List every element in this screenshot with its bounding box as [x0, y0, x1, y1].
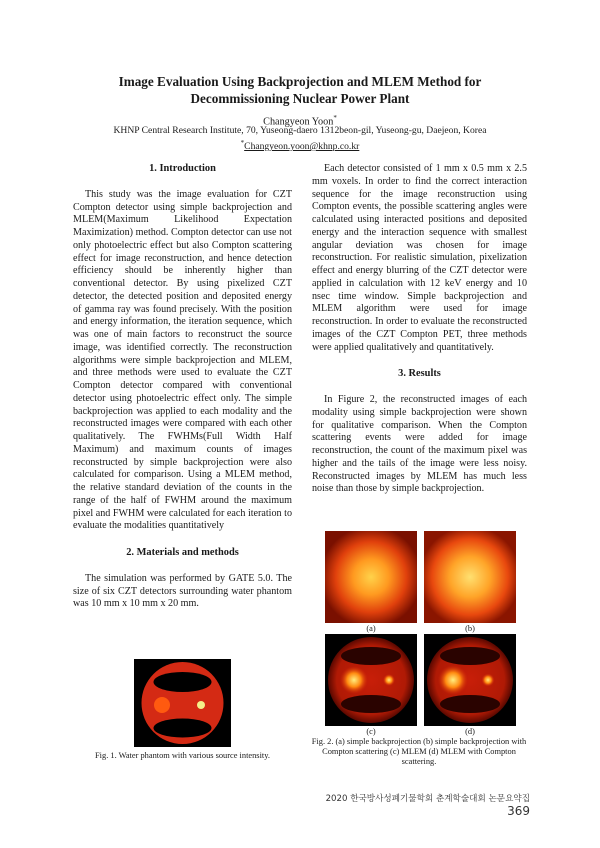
- email-link[interactable]: Changyeon.yoon@khnp.co.kr: [244, 141, 360, 153]
- right-column: [312, 163, 527, 496]
- affiliation: KHNP Central Research Institute, 70, Yuseong-daero 1312beon-gil, Yuseong-gu, Daejeon, Korea: [113, 125, 487, 136]
- fig2-label-b: (b): [465, 624, 475, 633]
- author-mark: *: [333, 114, 337, 122]
- fig2-panel-b: [424, 531, 516, 623]
- results-text: In Figure 2, the reconstructed images of each modality using simple backprojection were shown for qualitative comparison. When the Compton scattering events were added for image reconstruction, the count of the maximum pixel was higher and the tails of the image were less noisy. Reconstructed images by MLEM has much less noise than those by simple backprojection.: [312, 394, 527, 495]
- results-heading: 3. Results: [398, 368, 441, 380]
- intro-heading: 1. Introduction: [149, 163, 216, 174]
- intro-text: This study was the image evaluation for CZT Compton detector using simple backprojection and MLEM(Maximum Likelihood Expectation Maximization) method. Compton detector can use not only photoelectric effect but also Compton scattering effect for image reconstruction, and hence detection efficiency should be inherently higher than conventional detector. By using pixelized CZT detector, the detected position and deposited energy of gamma ray was found precisely. With the position and energy information, the iteration sequence, which was one of main factors to reconstruct the source image, was identified correctly. The reconstruction algorithms were simple backprojection and MLEM, and three methods were used to evaluate the CZT Compton detector compared with conventional detector using photoelectric effect only. The simple backprojection was applied to each modality and the reconstructed images were compared with each other qualitatively. The FWHMs(Full Width Half Maximum) and maximum counts of images reconstructed by simple backprojection were also calculated for comparison. Using a MLEM method, the relative standard deviation of the counts in the range of the half of FWHM around the maximum pixel and FWHM were calculated for each iteration to evaluate the modalities quantitatively: [73, 188, 292, 532]
- methods-heading: 2. Materials and methods: [126, 547, 239, 558]
- email-mark: *: [240, 139, 245, 147]
- page-number: 369: [507, 804, 530, 818]
- fig2-label-a: (a): [366, 624, 376, 633]
- fig2-panel-c: [325, 634, 417, 726]
- title-line-2: Decommissioning Nuclear Power Plant: [190, 91, 410, 106]
- fig2-caption: Fig. 2. (a) simple backprojection (b) simple backprojection with Compton scattering (c) MLEM (d) MLEM with Compton scattering.: [311, 737, 527, 766]
- fig2-label-c: (c): [366, 727, 376, 736]
- phantom-hot-source: [154, 697, 170, 713]
- phantom-small-source: [197, 701, 205, 709]
- fig2-label-d: (d): [465, 727, 475, 736]
- footer-text: 2020 한국방사성폐기물학회 춘계학술대회 논문요약집: [325, 794, 530, 804]
- fig2-panel-d: [424, 634, 516, 726]
- title-line-1: Image Evaluation Using Backprojection and MLEM Method for: [118, 74, 482, 89]
- left-column: [73, 163, 292, 611]
- phantom-upper-cavity: [154, 672, 212, 692]
- email-line: [60, 137, 540, 154]
- fig2-panel-a: [325, 531, 417, 623]
- author-name: Changyeon Yoon: [263, 116, 334, 128]
- methods-continued: Each detector consisted of 1 mm x 0.5 mm x 2.5 mm voxels. In order to find the correct interaction sequence for the image reconstruction using Compton events, the possible scattering angles were calculated using interacted positions and deposited energy and the interaction sequence with smallest angular deviation was chosen for image reconstruction. For realistic simulation, pixelization effect and energy blurring of the CZT detector were applied in calculation with 12 keV energy and 10 nsec time window. Simple backprojection and MLEM algorithm were used for image reconstruction. In order to evaluate the reconstructed images of the CZT Compton PET, three methods were applied qualitatively and quantitatively.: [312, 163, 527, 353]
- fig1-caption: Fig. 1. Water phantom with various source intensity.: [95, 751, 270, 760]
- water-phantom-figure: [134, 659, 231, 747]
- page-footer: [320, 792, 530, 818]
- phantom-lower-cavity: [154, 719, 212, 738]
- methods-text: The simulation was performed by GATE 5.0. The size of six CZT detectors surrounding water phantom was 10 mm x 10 mm x 20 mm.: [73, 572, 292, 610]
- paper-title: [60, 73, 540, 107]
